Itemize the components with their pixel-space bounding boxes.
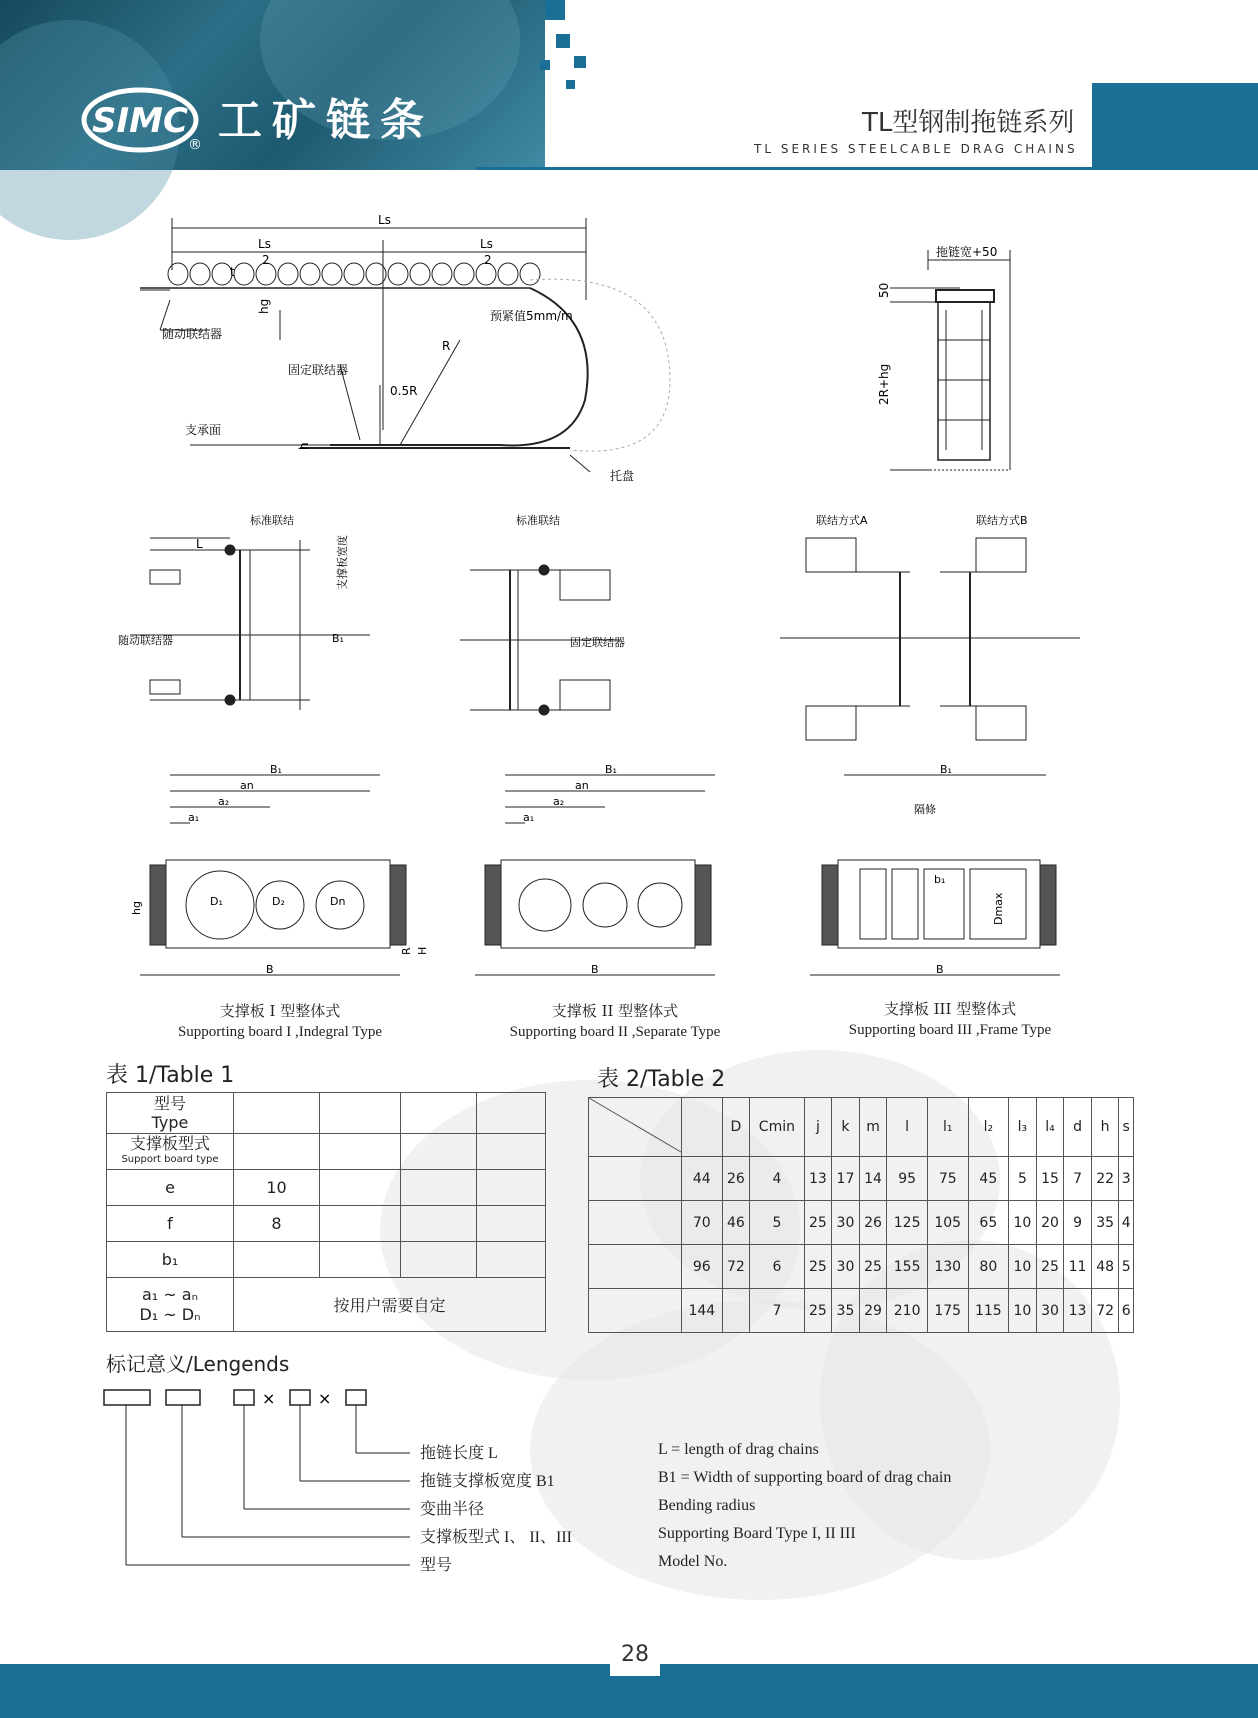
label-a2-type2: a₂ bbox=[553, 795, 565, 808]
table2-cell: 35 bbox=[832, 1289, 860, 1333]
table2-cell: 75 bbox=[927, 1157, 968, 1201]
label-r: R bbox=[442, 339, 451, 353]
chain-link-icon bbox=[344, 263, 364, 285]
chain-link-icon bbox=[168, 263, 188, 285]
table2-header-cell: d bbox=[1064, 1098, 1092, 1157]
label-fixed-connector-mid: 固定联结器 bbox=[570, 636, 625, 649]
label-fifty: 50 bbox=[877, 282, 891, 298]
table2-cell: 35 bbox=[1091, 1201, 1119, 1245]
table2-cell: 95 bbox=[887, 1157, 928, 1201]
table2-cell: 5 bbox=[750, 1201, 804, 1245]
label-2r-hg: 2R+hg bbox=[877, 363, 891, 405]
registered-mark-icon: ® bbox=[188, 137, 202, 153]
table2-header-cell: j bbox=[804, 1098, 832, 1157]
connection-mode-diagram bbox=[780, 510, 1080, 750]
table2-header-cell: l₃ bbox=[1009, 1098, 1037, 1157]
table1 bbox=[106, 1092, 546, 1332]
table2-cell: 5 bbox=[1119, 1245, 1134, 1289]
table2 bbox=[588, 1097, 1134, 1333]
label-h-type1: H bbox=[416, 946, 429, 955]
label-follow-connector: 随动联结器 bbox=[162, 327, 223, 341]
table2-cell: 17 bbox=[832, 1157, 860, 1201]
table2-cell: 5 bbox=[1009, 1157, 1037, 1201]
table1-board-header: 支撑板型式 Support board type bbox=[107, 1134, 234, 1170]
table2-cell: 80 bbox=[968, 1245, 1009, 1289]
table1-type-header: 型号 Type bbox=[107, 1093, 234, 1134]
caption-type2-en: Supporting board II ,Separate Type bbox=[509, 1024, 721, 1040]
legend-times-2: × bbox=[318, 1389, 332, 1408]
table1-b1-label: b₁ bbox=[107, 1242, 234, 1278]
legend-en-0: L = length of drag chains bbox=[658, 1441, 819, 1458]
label-board-width: 支撑板宽度 bbox=[336, 535, 349, 590]
label-a1-type2: a₁ bbox=[523, 811, 535, 824]
table2-cell: 25 bbox=[804, 1245, 832, 1289]
table2-cell: 10 bbox=[1009, 1289, 1037, 1333]
table2-cell bbox=[722, 1289, 750, 1333]
table2-cell: 3 bbox=[1119, 1157, 1134, 1201]
table2-cell: 26 bbox=[722, 1157, 750, 1201]
table2-cell: 48 bbox=[1091, 1245, 1119, 1289]
diagonal-line-icon bbox=[589, 1098, 681, 1152]
chain-link-icon bbox=[454, 263, 474, 285]
table2-cell: 13 bbox=[1064, 1289, 1092, 1333]
table2-row bbox=[589, 1201, 1134, 1245]
label-h: h bbox=[297, 442, 311, 450]
table2-cell: 144 bbox=[682, 1289, 723, 1333]
legend-times-1: × bbox=[262, 1389, 276, 1408]
label-b-type1: B bbox=[266, 963, 274, 976]
table2-header-cell: k bbox=[832, 1098, 860, 1157]
label-b1-type1: B₁ bbox=[270, 763, 282, 776]
label-small-b1: b₁ bbox=[934, 873, 946, 886]
table2-row bbox=[589, 1289, 1134, 1333]
table2-cell: 7 bbox=[750, 1289, 804, 1333]
table2-cell: 72 bbox=[722, 1245, 750, 1289]
label-standard-connection-2: 标准联结 bbox=[516, 514, 560, 527]
table2-cell: 25 bbox=[859, 1245, 887, 1289]
header-rule bbox=[476, 167, 1258, 170]
chain-link-icon bbox=[278, 263, 298, 285]
label-divider: 隔條 bbox=[914, 803, 936, 816]
legend-cn-2: 变曲半径 bbox=[420, 1501, 485, 1518]
label-ls-half-right: Ls bbox=[480, 237, 493, 251]
chain-link-icon bbox=[234, 263, 254, 285]
svg-text:SIMC: SIMC bbox=[92, 101, 188, 141]
legend-cn-4: 型号 bbox=[420, 1557, 453, 1574]
table1-f-value: 8 bbox=[234, 1206, 320, 1242]
table2-cell: 105 bbox=[927, 1201, 968, 1245]
table2-cell: 6 bbox=[750, 1245, 804, 1289]
label-fixed-connector: 固定联结器 bbox=[288, 363, 349, 377]
legends-title: 标记意义/Lengends bbox=[106, 1352, 290, 1376]
table2-cell: 15 bbox=[1036, 1157, 1064, 1201]
label-width-plus: 拖链宽+50 bbox=[936, 245, 998, 259]
label-an-type1: an bbox=[240, 779, 254, 792]
table2-header-cell: l bbox=[887, 1098, 928, 1157]
caption-type2-cn: 支撑板 II 型整体式 bbox=[551, 1002, 679, 1020]
table2-cell: 4 bbox=[750, 1157, 804, 1201]
label-ls: Ls bbox=[378, 213, 391, 227]
brand-name: 工矿链条 bbox=[218, 95, 434, 146]
table2-header-cell: h bbox=[1091, 1098, 1119, 1157]
table2-cell: 45 bbox=[968, 1157, 1009, 1201]
label-b1-type2: B₁ bbox=[605, 763, 617, 776]
table2-cell: 25 bbox=[1036, 1245, 1064, 1289]
label-d1-type1: D₁ bbox=[210, 895, 223, 908]
table1-custom-note: 按用户需要自定 bbox=[234, 1278, 546, 1332]
table2-cell: 30 bbox=[1036, 1289, 1064, 1333]
table2-row bbox=[589, 1245, 1134, 1289]
table2-cell: 115 bbox=[968, 1289, 1009, 1333]
label-d2-type1: D₂ bbox=[272, 895, 285, 908]
table2-cell: 130 bbox=[927, 1245, 968, 1289]
table2-diagonal-col-cell bbox=[589, 1157, 682, 1201]
table2-cell: 210 bbox=[887, 1289, 928, 1333]
table2-model-header bbox=[682, 1098, 723, 1157]
chain-link-icon bbox=[212, 263, 232, 285]
standard-connection-diagram-1 bbox=[110, 510, 390, 730]
label-dmax: Dmax bbox=[992, 892, 1005, 925]
table2-header-cell: l₁ bbox=[927, 1098, 968, 1157]
table2-header-cell: D bbox=[722, 1098, 750, 1157]
label-two-left: 2 bbox=[262, 253, 270, 267]
table2-cell: 70 bbox=[682, 1201, 723, 1245]
table2-cell: 11 bbox=[1064, 1245, 1092, 1289]
legend-en-1: B1 = Width of supporting board of drag chain bbox=[658, 1469, 952, 1486]
board-type-3-diagram bbox=[800, 765, 1100, 985]
label-b-type3: B bbox=[936, 963, 944, 976]
table2-cell: 20 bbox=[1036, 1201, 1064, 1245]
label-hg: hg bbox=[257, 298, 271, 314]
legend-cn-0: 拖链长度 L bbox=[420, 1445, 498, 1462]
table2-cell: 44 bbox=[682, 1157, 723, 1201]
table1-range-label: a₁ ~ aₙ D₁ ~ Dₙ bbox=[107, 1278, 234, 1332]
table2-cell: 155 bbox=[887, 1245, 928, 1289]
table2-cell: 125 bbox=[887, 1201, 928, 1245]
table1-title: 表 1/Table 1 bbox=[106, 1063, 235, 1088]
caption-type3-en: Supporting board III ,Frame Type bbox=[848, 1022, 1052, 1038]
table2-cell: 13 bbox=[804, 1157, 832, 1201]
table2-header-cell: l₂ bbox=[968, 1098, 1009, 1157]
board-type-2-diagram bbox=[465, 765, 765, 985]
label-follow-connector-mid: 随动联结器 bbox=[118, 634, 173, 647]
legend-cn-1: 拖链支撑板宽度 B1 bbox=[420, 1473, 555, 1490]
table2-row bbox=[589, 1157, 1134, 1201]
table2-cell: 7 bbox=[1064, 1157, 1092, 1201]
table2-header-cell: m bbox=[859, 1098, 887, 1157]
chain-link-icon bbox=[520, 263, 540, 285]
legend-en-2: Bending radius bbox=[658, 1497, 756, 1514]
label-dn-type1: Dn bbox=[330, 895, 346, 908]
table2-diagonal-col-cell bbox=[589, 1201, 682, 1245]
label-L: L bbox=[196, 537, 203, 551]
table2-cell: 30 bbox=[832, 1245, 860, 1289]
page-number: 28 bbox=[610, 1630, 660, 1676]
drag-chain-layout-diagram bbox=[130, 210, 635, 490]
chain-link-icon bbox=[300, 263, 320, 285]
chain-link-icon bbox=[432, 263, 452, 285]
table2-diagonal-col-cell bbox=[589, 1289, 682, 1333]
legend-en-4: Model No. bbox=[658, 1553, 728, 1570]
caption-type1-cn: 支撑板 I 型整体式 bbox=[219, 1002, 341, 1020]
chain-link-icon bbox=[190, 263, 210, 285]
label-tray: 托盘 bbox=[610, 469, 635, 483]
table2-cell: 9 bbox=[1064, 1201, 1092, 1245]
table2-cell: 6 bbox=[1119, 1289, 1134, 1333]
drag-chain-side-view bbox=[860, 240, 1020, 480]
caption-type1-en: Supporting board I ,Indegral Type bbox=[177, 1024, 383, 1040]
chain-link-icon bbox=[388, 263, 408, 285]
table2-cell: 10 bbox=[1009, 1245, 1037, 1289]
label-standard-connection-1: 标准联结 bbox=[250, 514, 294, 527]
chain-link-icon bbox=[322, 263, 342, 285]
label-b1-type3: B₁ bbox=[940, 763, 952, 776]
table2-cell: 65 bbox=[968, 1201, 1009, 1245]
table2-cell: 25 bbox=[804, 1289, 832, 1333]
table2-cell: 10 bbox=[1009, 1201, 1037, 1245]
table1-e-label: e bbox=[107, 1170, 234, 1206]
table2-header-cell: l₄ bbox=[1036, 1098, 1064, 1157]
label-connection-a: 联结方式A bbox=[816, 514, 868, 527]
label-connection-b: 联结方式B bbox=[976, 514, 1028, 527]
label-an-type2: an bbox=[575, 779, 589, 792]
label-preload: 预紧值5mm/m bbox=[490, 309, 573, 323]
caption-type3-cn: 支撑板 III 型整体式 bbox=[883, 1000, 1017, 1018]
board-type-1-diagram bbox=[130, 765, 430, 985]
label-a1-type1: a₁ bbox=[188, 811, 200, 824]
table2-title: 表 2/Table 2 bbox=[597, 1067, 726, 1092]
table2-cell: 46 bbox=[722, 1201, 750, 1245]
table2-cell: 29 bbox=[859, 1289, 887, 1333]
table2-cell: 30 bbox=[832, 1201, 860, 1245]
label-half-r: 0.5R bbox=[390, 384, 418, 398]
label-support-face: 支承面 bbox=[185, 423, 222, 437]
standard-connection-diagram-2 bbox=[460, 510, 680, 730]
table2-header-cell: Cmin bbox=[750, 1098, 804, 1157]
table2-cell: 25 bbox=[804, 1201, 832, 1245]
table1-e-value: 10 bbox=[234, 1170, 320, 1206]
label-hg-type1: hg bbox=[130, 901, 143, 915]
table2-cell: 96 bbox=[682, 1245, 723, 1289]
table2-cell: 4 bbox=[1119, 1201, 1134, 1245]
label-b1-mid: B₁ bbox=[332, 632, 344, 645]
label-ls-half-left: Ls bbox=[258, 237, 271, 251]
table2-header-cell: s bbox=[1119, 1098, 1134, 1157]
table2-diagonal-col-cell bbox=[589, 1245, 682, 1289]
series-title-en: TL SERIES STEELCABLE DRAG CHAINS bbox=[754, 142, 1078, 156]
label-t: t bbox=[230, 265, 235, 279]
legend-cn-3: 支撑板型式 I、 II、III bbox=[420, 1529, 572, 1546]
series-title-cn: TL型钢制拖链系列 bbox=[862, 108, 1075, 138]
chain-link-icon bbox=[498, 263, 518, 285]
table2-corner-cell bbox=[589, 1098, 682, 1157]
label-two-right: 2 bbox=[484, 253, 492, 267]
label-b-type2: B bbox=[591, 963, 599, 976]
table2-cell: 22 bbox=[1091, 1157, 1119, 1201]
legend-code-diagram bbox=[100, 1385, 420, 1575]
label-a2-type1: a₂ bbox=[218, 795, 230, 808]
header-accent-band bbox=[1092, 83, 1258, 170]
table2-cell: 26 bbox=[859, 1201, 887, 1245]
table2-cell: 14 bbox=[859, 1157, 887, 1201]
legend-en-3: Supporting Board Type I, II III bbox=[658, 1525, 856, 1542]
chain-link-icon bbox=[410, 263, 430, 285]
table2-cell: 175 bbox=[927, 1289, 968, 1333]
table2-cell: 72 bbox=[1091, 1289, 1119, 1333]
label-r-type1: R bbox=[400, 947, 413, 955]
table1-f-label: f bbox=[107, 1206, 234, 1242]
